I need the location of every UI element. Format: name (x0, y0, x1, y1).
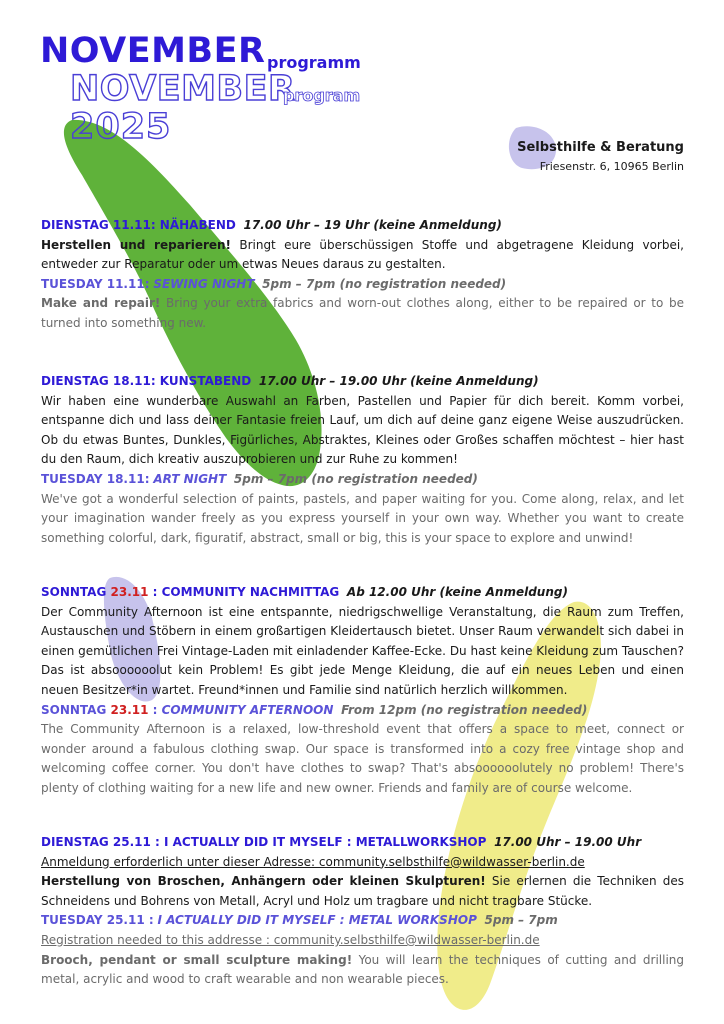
event-description-en: Brooch, pendant or small sculpture making! You will learn the techniques of cutting and drilling metal, acrylic and wood to craft wearable and non wearable pieces. (41, 952, 684, 987)
title-november-en: NOVEMBER (70, 69, 296, 109)
event-description-en: Make and repair! Bring your extra fabrics and worn-out clothes along, either to be repaired or to be turned into something new. (41, 296, 685, 330)
event-description-de: Der Community Afternoon ist eine entspannte, niedrigschwellige Veranstaltung, die Raum zum Treffen, Austauschen und Stöbern in einem großartigen Kleidertausch bietet. Unser Raum verwandelt sich dabei in einen gemütlichen Frei Vintage-Laden mit einladender Kaffee-Ecke. Du hast keine Kleidung zum Tauschen? Das ist absoooooolut kein Problem! Es gibt jede Menge Kleidung, die auf ein neues Leben und einen neuen Besitzer*in wartet. Freund*innen und Familie sind natürlich herzlich willkommen. (41, 604, 684, 697)
event-description-de: Herstellung von Broschen, Anhängern oder kleinen Skulpturen! Sie erlernen die Techniken des Schneidens und Bohrens von Metall, Acryl und Holz um tragbare und nicht tragbare Stücke. (41, 874, 684, 908)
event-description-en: The Community Afternoon is a relaxed, low-threshold event that offers a space to meet, connect or wonder around a fabulous clothing swap. Our space is transformed into a cozy free vintage shop and welcoming coffee corner. You don't have clothes to swap? That's absoooooolutely no problem! There's plenty of clothing waiting for a new life and new owner. Friends and family are of course welcome. (41, 722, 684, 795)
event-heading-de: DIENSTAG 18.11: KUNSTABEND 17.00 Uhr – 19.00 Uhr (keine Anmeldung) (41, 374, 539, 388)
event-description-en: We've got a wonderful selection of paints, pastels, and paper waiting for you. Come along, relax, and let your imagination wander freely as you express yourself in your own way. Whether you want to create something colorful, dark, figuratif, abstract, small or big, this is your space to explore and unwind! (41, 491, 684, 545)
event-art-night (41, 372, 684, 548)
subtitle-program: program (283, 86, 361, 105)
organization-address: Friesenstr. 6, 10965 Berlin (539, 160, 684, 173)
subtitle-programm: programm (267, 53, 361, 72)
event-heading-de: SONNTAG 23.11 : COMMUNITY NACHMITTAG Ab 12.00 Uhr (keine Anmeldung) (41, 585, 568, 599)
event-community-afternoon (41, 583, 684, 799)
organization-name: Selbsthilfe & Beratung (517, 140, 684, 155)
event-heading-en: TUESDAY 11.11: SEWING NIGHT 5pm – 7pm (no registration needed) (41, 276, 507, 291)
registration-link-de[interactable]: Anmeldung erforderlich unter dieser Adresse: community.selbsthilfe@wildwasser-berlin.de (41, 854, 585, 869)
event-heading-en: TUESDAY 25.11 : I ACTUALLY DID IT MYSELF : METAL WORKSHOP 5pm – 7pm (41, 913, 558, 928)
title-year: 2025 (70, 107, 172, 147)
title-november-de: NOVEMBER (40, 31, 266, 71)
event-sewing-night (41, 216, 684, 334)
event-heading-en: TUESDAY 18.11: ART NIGHT 5pm – 7pm (no registration needed) (41, 471, 478, 486)
registration-link-en[interactable]: Registration needed to this addresse : community.selbsthilfe@wildwasser-berlin.de (41, 932, 540, 947)
organization-block (517, 138, 684, 176)
event-heading-de: DIENSTAG 25.11 : I ACTUALLY DID IT MYSELF : METALLWORKSHOP 17.00 Uhr – 19.00 Uhr (41, 835, 642, 849)
event-heading-de: DIENSTAG 11.11: NÄHABEND 17.00 Uhr – 19 Uhr (keine Anmeldung) (41, 218, 502, 232)
event-description-de: Wir haben eine wunderbare Auswahl an Farben, Pastellen und Papier für dich bereit. Komm vorbei, entspanne dich und lass deiner Fantasie freien Lauf, um dich auf deine ganz eigene Weise auszudrücken. Ob du etwas Buntes, Dunkles, Figürliches, Abstraktes, Kleines oder Großes schaffen möchtest – hier hast du den Raum, dich kreativ auszuprobieren und zur Ruhe zu kommen! (41, 393, 684, 467)
event-metal-workshop (41, 833, 684, 990)
event-description-de: Herstellen und reparieren! Bringt eure überschüssigen Stoffe und abgetragene Kleidung vorbei, entweder zur Reparatur oder um etwas Neues daraus zu gestalten. (41, 237, 684, 272)
event-heading-en: SONNTAG 23.11 : COMMUNITY AFTERNOON From 12pm (no registration needed) (41, 702, 588, 717)
